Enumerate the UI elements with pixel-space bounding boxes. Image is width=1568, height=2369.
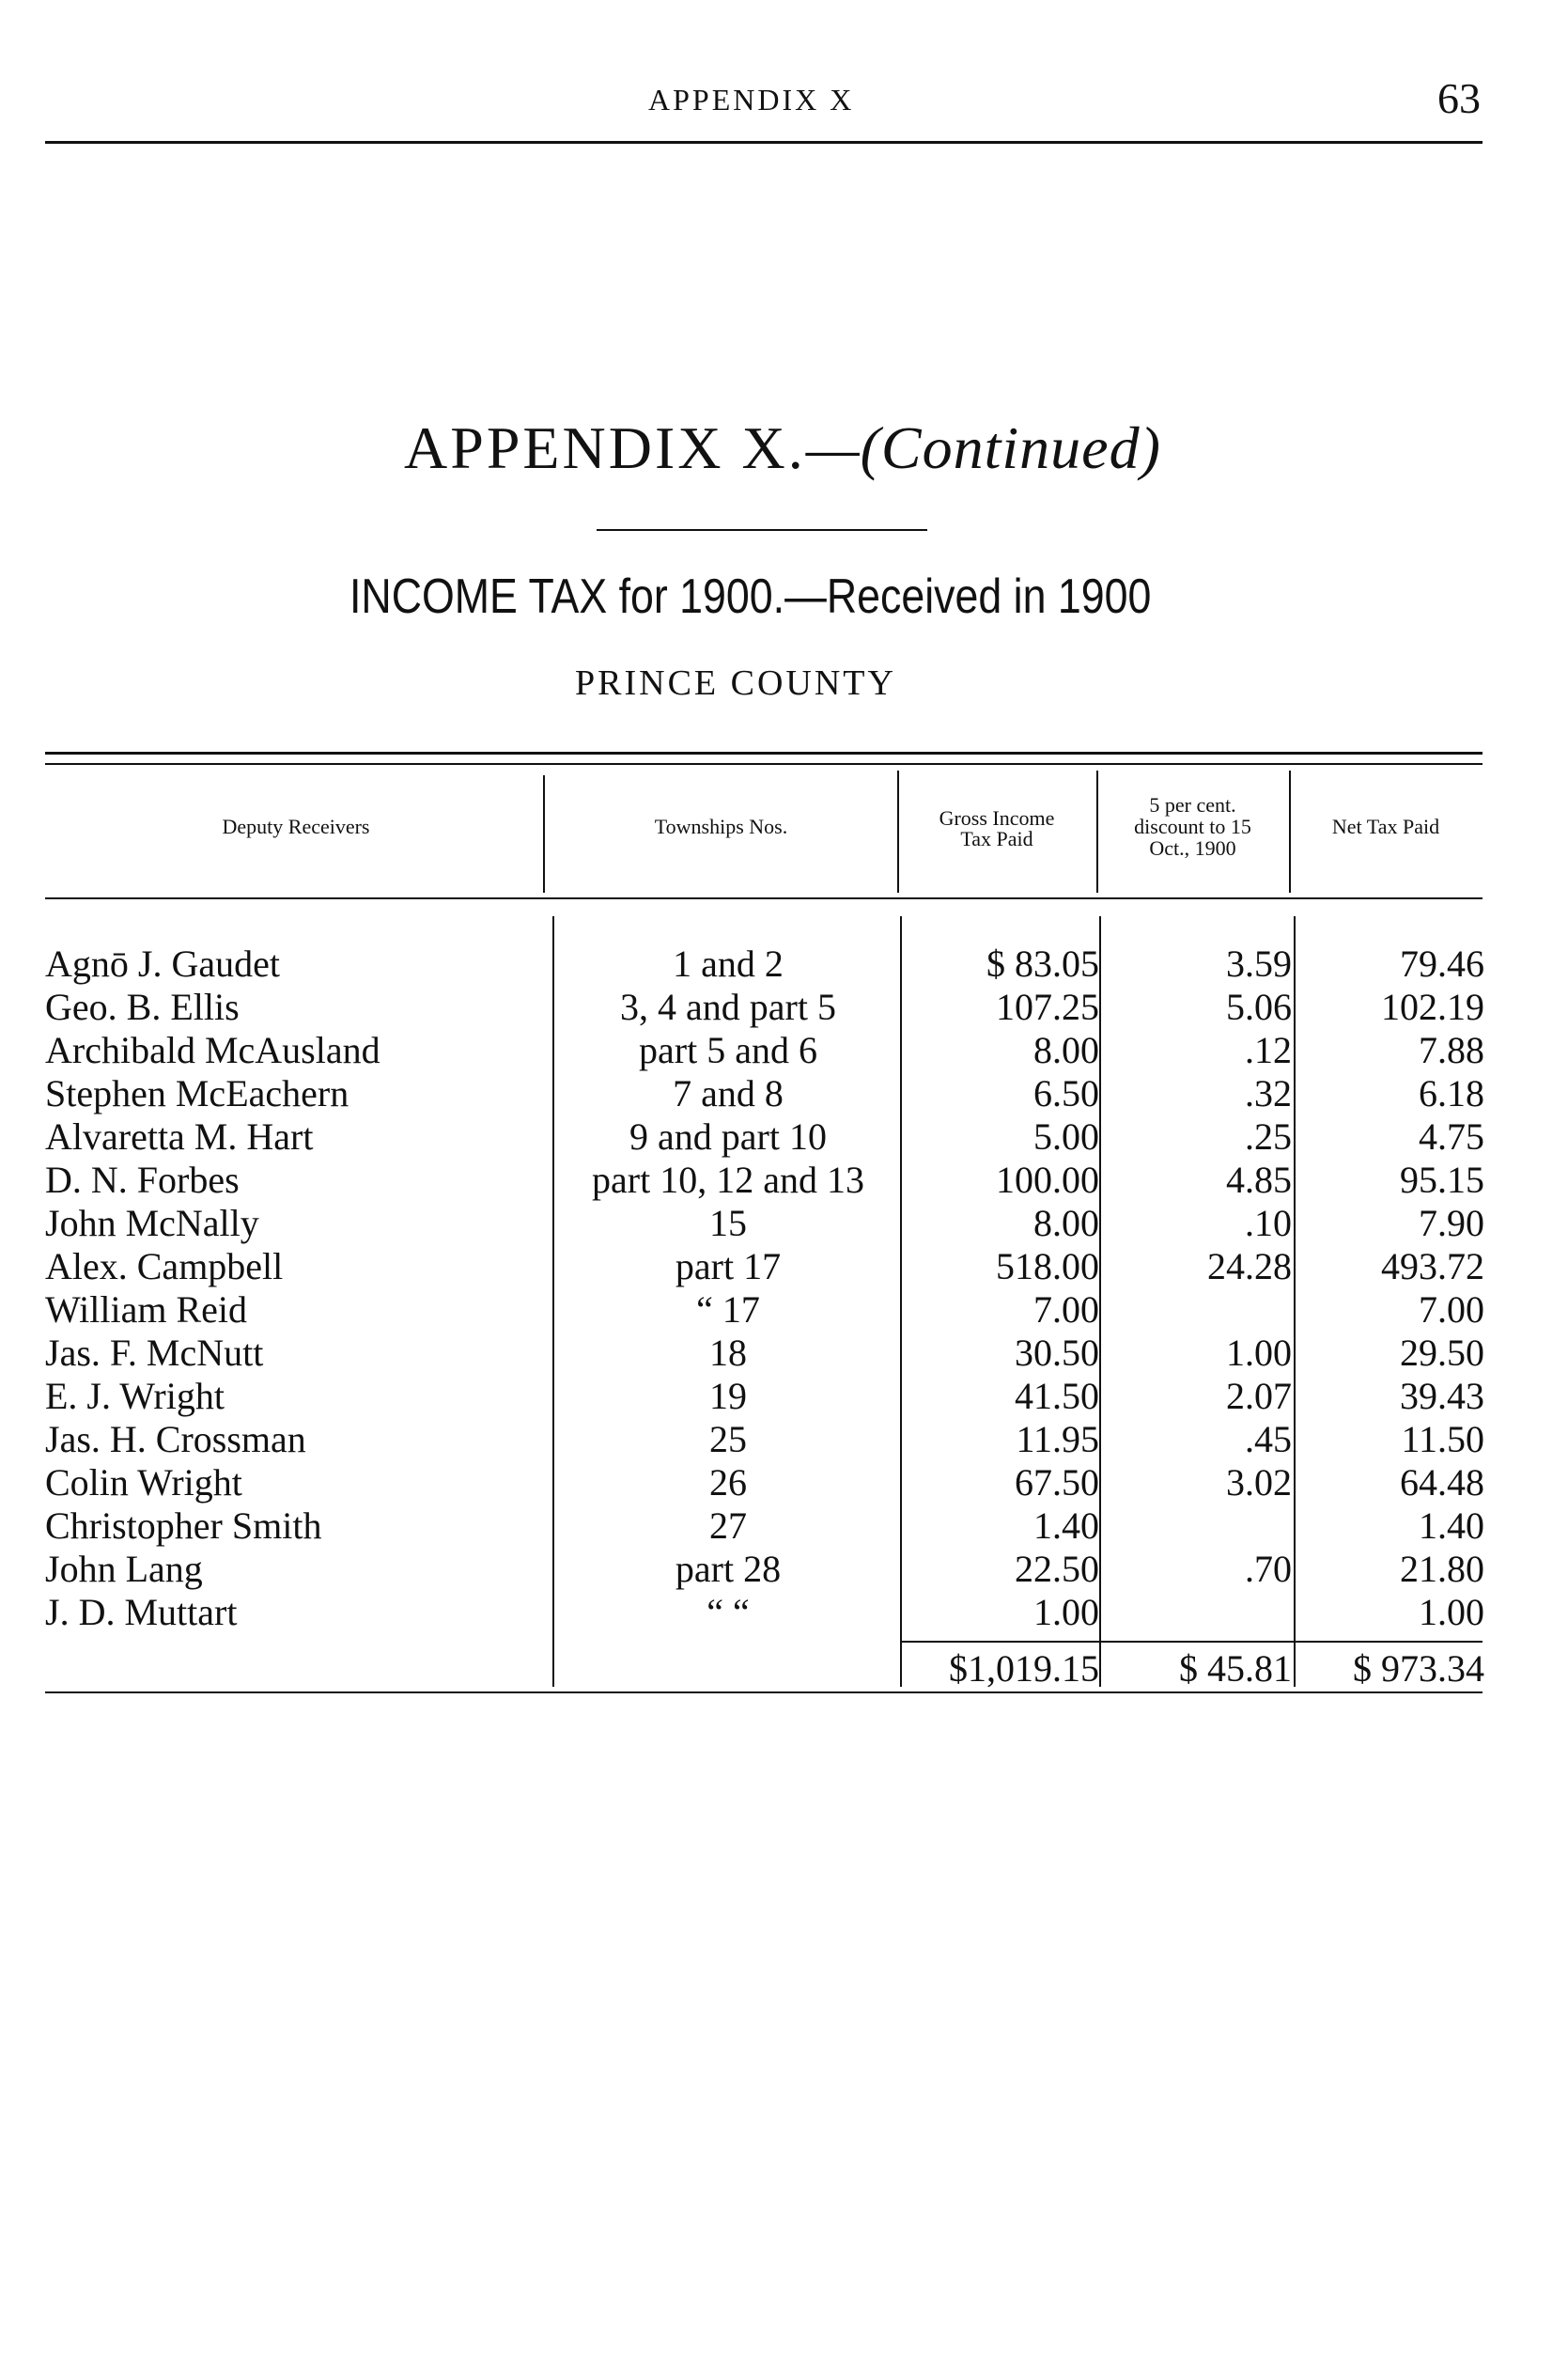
col-header-receivers: Deputy Receivers <box>222 815 370 838</box>
township-nos: part 28 <box>675 1548 782 1590</box>
net-tax: 102.19 <box>1381 986 1484 1028</box>
net-tax: 29.50 <box>1400 1332 1484 1374</box>
gross-tax: 5.00 <box>1033 1115 1099 1158</box>
receiver-name: Stephen McEachern <box>45 1072 349 1114</box>
receiver-name: E. J. Wright <box>45 1375 225 1417</box>
table-row <box>0 1115 1568 1159</box>
township-nos: 25 <box>709 1418 747 1460</box>
table-bottom-rule <box>45 1691 1483 1693</box>
receiver-name: D. N. Forbes <box>45 1159 240 1201</box>
discount: .70 <box>1245 1548 1292 1590</box>
receiver-name: Jas. F. McNutt <box>45 1332 264 1374</box>
table-subtitle: INCOME TAX for 1900.—Received in 1900 <box>349 569 1152 624</box>
gross-tax: 67.50 <box>1015 1461 1099 1504</box>
col-divider <box>543 775 545 893</box>
table-row <box>0 1245 1568 1288</box>
table-row <box>0 1375 1568 1418</box>
table-row <box>0 1029 1568 1072</box>
township-nos: “ “ <box>706 1591 750 1633</box>
gross-tax: 30.50 <box>1015 1332 1099 1374</box>
township-nos: part 17 <box>675 1245 782 1287</box>
gross-tax: 518.00 <box>996 1245 1099 1287</box>
table-row <box>0 943 1568 986</box>
table-row <box>0 1159 1568 1202</box>
header-bottom-rule <box>45 897 1483 899</box>
net-tax: 1.40 <box>1419 1504 1484 1547</box>
gross-tax: 107.25 <box>996 986 1099 1028</box>
gross-tax: 100.00 <box>996 1159 1099 1201</box>
receiver-name: Alex. Campbell <box>45 1245 284 1287</box>
township-nos: 7 and 8 <box>673 1072 784 1114</box>
table-row <box>0 1504 1568 1548</box>
discount: 1.00 <box>1226 1332 1292 1374</box>
col-header-discount-2: discount to 15 <box>1134 815 1251 838</box>
gross-tax: 6.50 <box>1033 1072 1099 1114</box>
net-tax: 493.72 <box>1381 1245 1484 1287</box>
table-top-rule-2 <box>45 763 1483 765</box>
township-nos: 26 <box>709 1461 747 1504</box>
township-nos: 9 and part 10 <box>629 1115 827 1158</box>
receiver-name: Geo. B. Ellis <box>45 986 240 1028</box>
table-row <box>0 1202 1568 1245</box>
township-nos: 3, 4 and part 5 <box>620 986 836 1028</box>
page-title <box>404 413 1161 483</box>
table-row <box>0 1548 1568 1591</box>
table-row <box>0 1288 1568 1332</box>
gross-tax: 22.50 <box>1015 1548 1099 1590</box>
totals-row <box>0 1647 1568 1691</box>
township-nos: 15 <box>709 1202 747 1244</box>
receiver-name: John McNally <box>45 1202 259 1244</box>
township-nos: part 10, 12 and 13 <box>592 1159 864 1201</box>
discount: .10 <box>1245 1202 1292 1244</box>
gross-tax: 1.00 <box>1033 1591 1099 1633</box>
net-tax: 6.18 <box>1419 1072 1484 1114</box>
total-discount: $ 45.81 <box>1179 1647 1292 1690</box>
township-nos: part 5 and 6 <box>639 1029 817 1071</box>
township-nos: 19 <box>709 1375 747 1417</box>
table-row <box>0 986 1568 1029</box>
col-header-gross-2: Tax Paid <box>960 827 1033 850</box>
discount: .25 <box>1245 1115 1292 1158</box>
table-row <box>0 1072 1568 1115</box>
township-nos: “ 17 <box>696 1288 760 1331</box>
total-gross: $1,019.15 <box>949 1647 1099 1690</box>
gross-tax: $ 83.05 <box>986 943 1099 985</box>
title-main: APPENDIX X. <box>404 414 806 481</box>
net-tax: 7.90 <box>1419 1202 1484 1244</box>
discount: .45 <box>1245 1418 1292 1460</box>
header-rule <box>45 141 1483 144</box>
totals-rule <box>900 1641 1483 1643</box>
discount: .32 <box>1245 1072 1292 1114</box>
discount: 24.28 <box>1207 1245 1292 1287</box>
table-row <box>0 1332 1568 1375</box>
receiver-name: William Reid <box>45 1288 248 1331</box>
receiver-name: Agnō J. Gaudet <box>45 943 280 985</box>
receiver-name: John Lang <box>45 1548 203 1590</box>
receiver-name: Colin Wright <box>45 1461 242 1504</box>
gross-tax: 8.00 <box>1033 1029 1099 1071</box>
gross-tax: 41.50 <box>1015 1375 1099 1417</box>
col-header-discount-1: 5 per cent. <box>1149 793 1236 817</box>
col-header-gross-1: Gross Income <box>939 806 1055 830</box>
net-tax: 7.00 <box>1419 1288 1484 1331</box>
net-tax: 4.75 <box>1419 1115 1484 1158</box>
gross-tax: 7.00 <box>1033 1288 1099 1331</box>
col-header-townships: Townships Nos. <box>654 815 788 838</box>
col-header-discount-3: Oct., 1900 <box>1149 836 1236 860</box>
net-tax: 1.00 <box>1419 1591 1484 1633</box>
township-nos: 1 and 2 <box>673 943 784 985</box>
net-tax: 7.88 <box>1419 1029 1484 1071</box>
township-nos: 27 <box>709 1504 747 1547</box>
running-title: APPENDIX X <box>648 83 855 117</box>
receiver-name: J. D. Muttart <box>45 1591 238 1633</box>
net-tax: 39.43 <box>1400 1375 1484 1417</box>
receiver-name: Alvaretta M. Hart <box>45 1115 314 1158</box>
title-rule <box>597 529 927 531</box>
net-tax: 64.48 <box>1400 1461 1484 1504</box>
discount: .12 <box>1245 1029 1292 1071</box>
discount: 4.85 <box>1226 1159 1292 1201</box>
page-number: 63 <box>1437 74 1481 122</box>
col-header-net: Net Tax Paid <box>1331 815 1440 838</box>
net-tax: 21.80 <box>1400 1548 1484 1590</box>
table-row <box>0 1461 1568 1504</box>
discount: 3.59 <box>1226 943 1292 985</box>
total-net: $ 973.34 <box>1353 1647 1484 1690</box>
receiver-name: Jas. H. Crossman <box>45 1418 306 1460</box>
gross-tax: 1.40 <box>1033 1504 1099 1547</box>
receiver-name: Christopher Smith <box>45 1504 322 1547</box>
table-row <box>0 1591 1568 1634</box>
table-row <box>0 1418 1568 1461</box>
receiver-name: Archibald McAusland <box>45 1029 380 1071</box>
net-tax: 11.50 <box>1401 1418 1484 1460</box>
title-continued: —(Continued) <box>805 414 1161 481</box>
township-nos: 18 <box>709 1332 747 1374</box>
county-heading: PRINCE COUNTY <box>575 663 896 703</box>
running-header <box>0 73 1568 130</box>
table-top-rule <box>45 752 1483 755</box>
net-tax: 79.46 <box>1400 943 1484 985</box>
discount: 5.06 <box>1226 986 1292 1028</box>
net-tax: 95.15 <box>1400 1159 1484 1201</box>
discount: 2.07 <box>1226 1375 1292 1417</box>
gross-tax: 8.00 <box>1033 1202 1099 1244</box>
gross-tax: 11.95 <box>1016 1418 1099 1460</box>
discount: 3.02 <box>1226 1461 1292 1504</box>
